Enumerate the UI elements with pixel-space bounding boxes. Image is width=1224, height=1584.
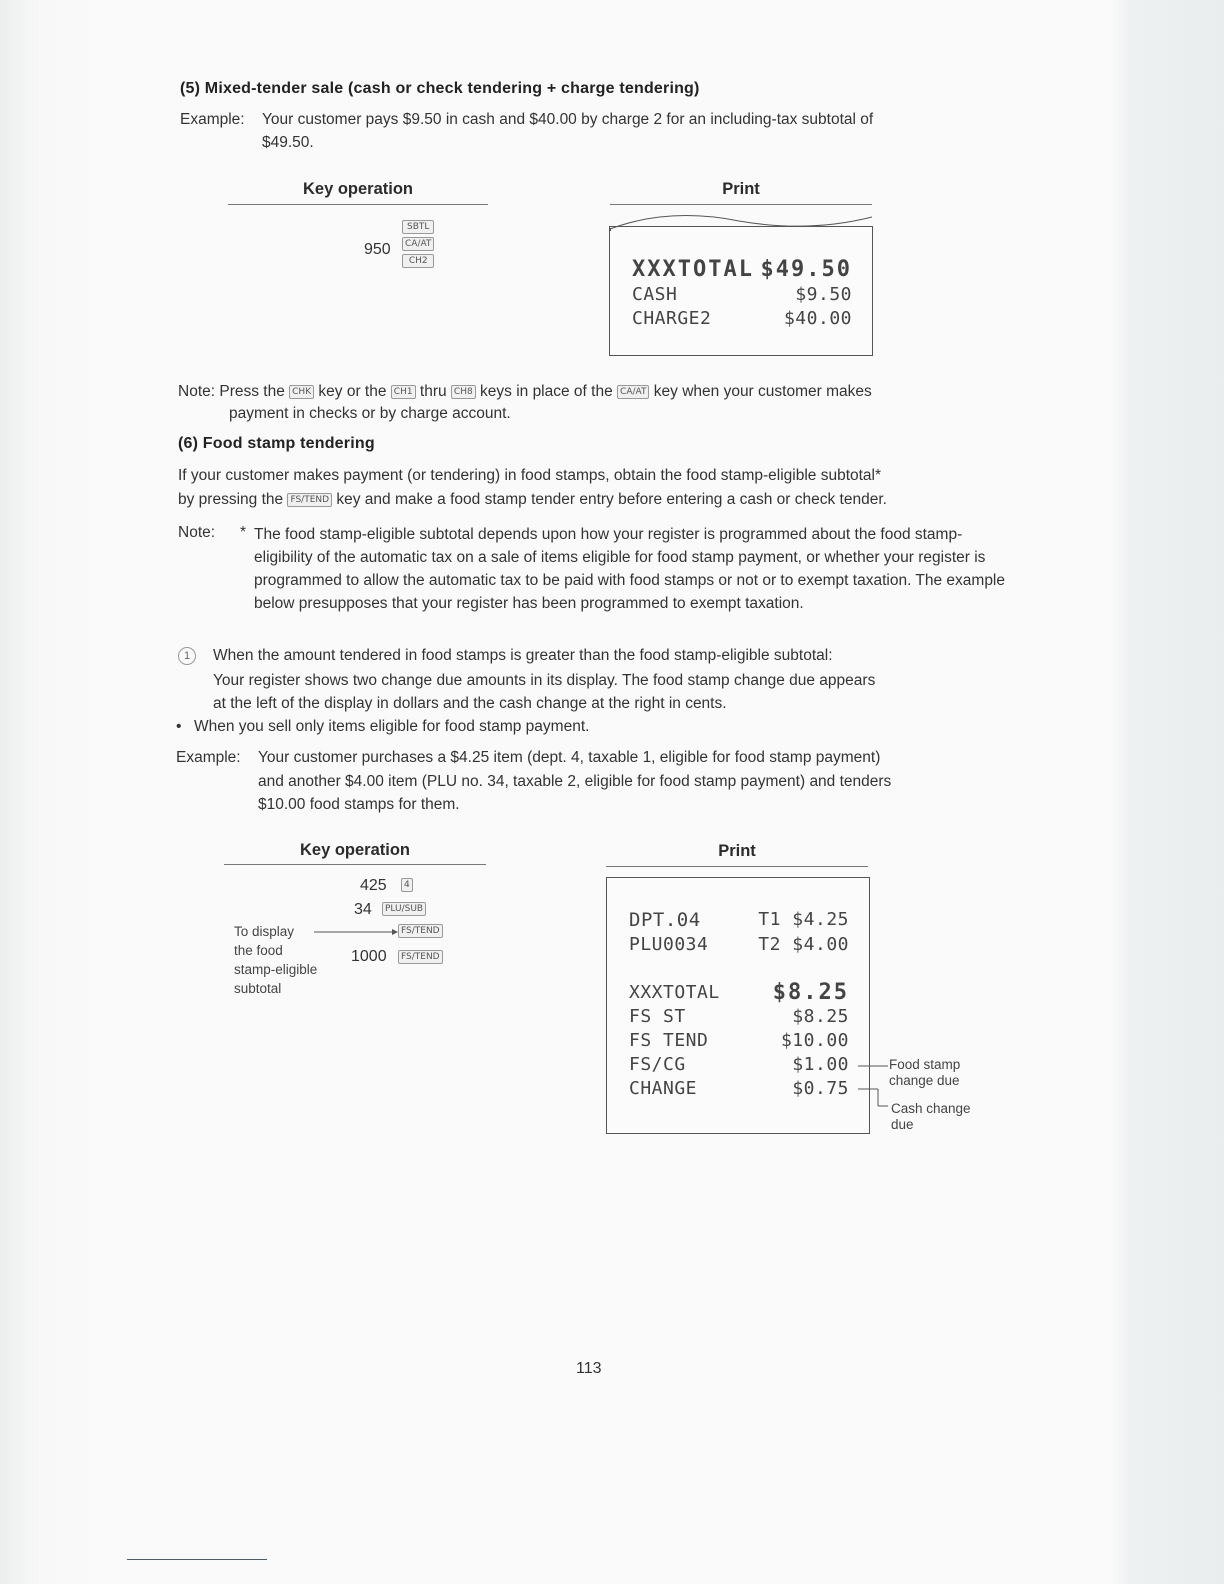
receipt6-change-label: CHANGE: [629, 1078, 698, 1099]
receipt6-fscg-value: $1.00: [792, 1054, 849, 1075]
chk-key: CHK: [289, 385, 314, 399]
section6-key-op-header: Key operation: [299, 841, 411, 859]
page-number: 113: [576, 1360, 602, 1377]
fs-tend-key-2: FS/TEND: [398, 950, 443, 964]
receipt5-charge-value: $40.00: [783, 308, 852, 329]
display-note-l3: stamp-eligible: [234, 962, 318, 977]
display-arrow-icon: [314, 926, 398, 938]
section6-note-text: The food stamp-eligible subtotal depends upon how your register is programmed about the food stamp-eligibility of the automatic tax on a sale of items eligible for food stamp payment, or whether your register is programmed to allow the automatic tax to be paid with food stamps or not or to exempt taxation. The example below presupposes that your register has been programmed to exempt taxation.: [254, 526, 1006, 612]
receipt6-dpt-value: T1 $4.25: [758, 909, 849, 930]
section6-example-line2: and another $4.00 item (PLU no. 34, taxable 2, eligible for food stamp payment) and tenders: [258, 773, 892, 790]
section5-key-op-header: Key operation: [302, 180, 414, 198]
section6-bullet-text: When you sell only items eligible for food stamp payment.: [194, 718, 590, 735]
note-prefix: Note: Press the: [178, 383, 285, 400]
section6-example-line1: Your customer purchases a $4.25 item (dept. 4, taxable 1, eligible for food stamp payment): [258, 749, 881, 766]
receipt5-charge-label: CHARGE2: [632, 308, 712, 329]
ca-at-note-key: CA/AT: [617, 385, 649, 399]
section6-print-header: Print: [718, 842, 756, 860]
receipt-torn-edge-icon: [609, 213, 873, 231]
callout-cash-l2: due: [891, 1117, 914, 1132]
ca-at-key: CA/AT: [402, 237, 434, 251]
footer-link-rule: [127, 1559, 267, 1560]
section6-key-op-rule: [224, 864, 486, 865]
section5-print-rule: [610, 204, 872, 205]
display-note-l4: subtotal: [234, 981, 282, 996]
display-note-l2: the food: [234, 943, 283, 958]
fs-tend-key: FS/TEND: [287, 493, 332, 507]
callout-lines-icon: [858, 1058, 892, 1110]
bullet-icon: •: [176, 718, 182, 735]
receipt6-fstend-value: $10.00: [780, 1030, 849, 1051]
dept4-key: 4: [401, 878, 413, 892]
section6-receipt: [606, 877, 870, 1134]
receipt6-total-value: $8.25: [772, 980, 849, 1005]
section6-note-star: *: [240, 524, 247, 541]
section6-heading: (6) Food stamp tendering: [178, 435, 375, 452]
receipt5-cash-label: CASH: [632, 284, 678, 305]
section6-print-rule: [606, 866, 868, 867]
section6-intro-line1: If your customer makes payment (or tendering) in food stamps, obtain the food stamp-eligible subtotal*: [178, 467, 882, 484]
section5-heading: (5) Mixed-tender sale (cash or check tendering + charge tendering): [180, 80, 700, 97]
callout-cash-l1: Cash change: [891, 1101, 971, 1116]
section5-print-header: Print: [722, 180, 760, 198]
receipt6-change-value: $0.75: [792, 1078, 849, 1099]
section5-key-op-rule: [228, 204, 488, 205]
ch2-key: CH2: [402, 254, 434, 268]
section6-item1-line1: When the amount tendered in food stamps is greater than the food stamp-eligible subtotal:: [213, 647, 833, 664]
section5-note-line2: payment in checks or by charge account.: [229, 405, 511, 422]
section5-note-line1: [178, 383, 872, 401]
section6-example-label: Example:: [176, 749, 241, 766]
receipt5-total-label: XXXTOTAL: [632, 257, 754, 282]
section6-item1-line3: at the left of the display in dollars and the cash change at the right in cents.: [213, 695, 727, 712]
note-mid1: key or the: [318, 383, 387, 400]
note-end: key when your customer makes: [653, 383, 872, 400]
section5-key-stack: [402, 220, 434, 271]
receipt6-fsst-label: FS ST: [629, 1006, 686, 1027]
item1-marker: 1: [178, 647, 196, 665]
receipt6-fstend-label: FS TEND: [629, 1030, 709, 1051]
plu-sub-key: PLU/SUB: [382, 902, 426, 916]
note-mid2: thru: [419, 383, 447, 400]
section5-example-line2: $49.50.: [262, 134, 314, 151]
receipt5-cash-value: $9.50: [795, 284, 852, 305]
intro-line2-b: key and make a food stamp tender entry before entering a cash or check tender.: [336, 491, 887, 508]
key6-amount-425: 425: [360, 877, 387, 894]
section5-key-amount: 950: [364, 241, 391, 258]
display-note-l1: To display: [234, 924, 295, 939]
key6-amount-34: 34: [354, 901, 372, 918]
key6-amount-1000: 1000: [351, 948, 387, 965]
ch8-key: CH8: [451, 385, 476, 399]
section6-note-label: Note:: [178, 524, 216, 541]
ch1-key: CH1: [391, 385, 416, 399]
receipt6-total-label: XXXTOTAL: [629, 982, 720, 1003]
receipt6-fscg-label: FS/CG: [629, 1054, 686, 1075]
receipt6-plu-value: T2 $4.00: [758, 934, 849, 955]
section5-example-label: Example:: [180, 111, 245, 128]
section6-intro-line2: [178, 491, 887, 509]
note-mid3: keys in place of the: [480, 383, 613, 400]
callout-fs-l1: Food stamp: [889, 1057, 961, 1072]
section5-example-line1: Your customer pays $9.50 in cash and $40.00 by charge 2 for an including-tax subtotal of: [262, 111, 874, 128]
fs-tend-key-1: FS/TEND: [398, 924, 443, 938]
receipt6-plu-label: PLU0034: [629, 934, 709, 955]
section6-item1-line2: Your register shows two change due amounts in its display. The food stamp change due appears: [213, 672, 876, 689]
receipt5-total-value: $49.50: [760, 257, 852, 282]
section6-example-line3: $10.00 food stamps for them.: [258, 796, 460, 813]
receipt6-fsst-value: $8.25: [792, 1006, 849, 1027]
sbtl-key: SBTL: [402, 220, 434, 234]
section5-receipt: [609, 226, 873, 356]
callout-fs-l2: change due: [889, 1073, 960, 1088]
receipt6-dpt-label: DPT.04: [629, 909, 701, 931]
intro-line2-a: by pressing the: [178, 491, 284, 508]
